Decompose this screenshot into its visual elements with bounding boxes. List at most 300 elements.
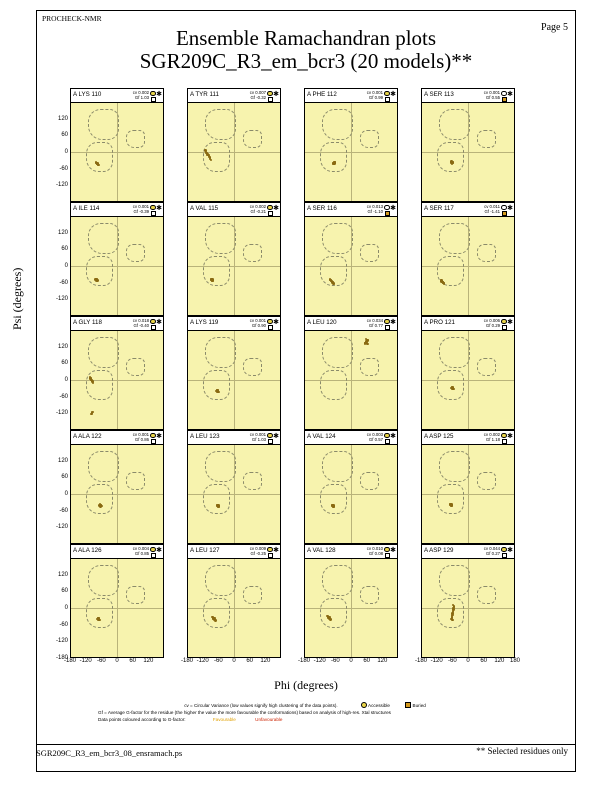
buried-icon (268, 553, 273, 558)
allowed-region-outline (439, 223, 470, 254)
y-tick-label: 0 (64, 605, 68, 611)
allowed-region-outline (86, 484, 114, 513)
accessible-icon (501, 547, 507, 553)
ramachandran-panel (187, 202, 281, 316)
gf-value: Gf 0.08 (368, 551, 383, 557)
y-tick-label: -180 (55, 655, 68, 661)
x-tick-label: -120 (196, 658, 209, 664)
allowed-region-outline (322, 223, 353, 254)
cv-value: cv 0.001 (483, 90, 500, 95)
panel-row (70, 430, 540, 544)
scatter-plot-area (304, 558, 398, 658)
x-tick-label: -60 (96, 658, 106, 664)
allowed-region-outline (126, 358, 144, 376)
x-tick-label: 60 (246, 658, 253, 664)
scatter-plot-area (421, 330, 515, 430)
residue-label: A VAL 115 (190, 205, 219, 212)
residue-label: A SER 117 (424, 205, 454, 212)
page-title: Ensemble Ramachandran plots (175, 26, 437, 50)
allowed-region-outline (437, 484, 465, 513)
legend-cv-text: cv = Circular Variance (low values signify high clustering of the data points). (184, 703, 338, 708)
allowed-region-outline (88, 451, 119, 482)
x-tick-label: 60 (363, 658, 370, 664)
y-tick-label: -60 (59, 621, 68, 628)
allowed-region-outline (320, 142, 348, 171)
panel-stats (250, 318, 266, 328)
panel-stats (367, 204, 383, 214)
allowed-region-outline (126, 472, 144, 490)
x-tick-label: -60 (213, 658, 223, 664)
ramachandran-panel (187, 544, 281, 658)
y-tick-label: -120 (55, 182, 68, 189)
cv-value: cv 0.001 (366, 90, 383, 95)
residue-label: A LYS 110 (73, 91, 102, 98)
scatter-plot-area (421, 102, 515, 202)
buried-icon (151, 325, 156, 330)
buried-icon (385, 97, 390, 102)
allowed-region-outline (243, 586, 261, 604)
y-tick-label: 0 (64, 149, 68, 155)
allowed-region-outline (205, 337, 236, 368)
accessible-icon (150, 433, 156, 439)
y-tick-label: -60 (59, 279, 68, 286)
y-tick-label: -120 (55, 296, 68, 303)
residue-label: A LYS 119 (190, 319, 219, 326)
panel-stats (133, 546, 149, 556)
y-tick-label: -60 (59, 507, 68, 514)
scatter-plot-area (187, 102, 281, 202)
selected-residue-icon: ✱ (390, 546, 396, 554)
footer-divider (36, 744, 576, 745)
ramachandran-panel (421, 316, 515, 430)
panel-row (70, 316, 540, 430)
panel-header (304, 544, 398, 558)
y-tick-label: 120 (57, 343, 68, 350)
x-tick-label: -180 (297, 658, 310, 664)
y-axis-label: Psi (degrees) (10, 267, 24, 330)
selected-residue-icon: ✱ (507, 546, 513, 554)
x-tick-label: -180 (414, 658, 427, 664)
allowed-region-outline (477, 358, 495, 376)
footer-filename: SGR209C_R3_em_bcr3_08_ensramach.ps (36, 748, 183, 758)
allowed-region-outline (86, 598, 114, 627)
accessible-icon (384, 205, 390, 211)
legend-buried-label: Buried (412, 703, 426, 708)
allowed-region-outline (322, 565, 353, 596)
y-tick-label: 60 (61, 474, 68, 481)
buried-icon (385, 325, 390, 330)
selected-residue-icon: ✱ (390, 204, 396, 212)
scatter-plot-area (421, 216, 515, 316)
allowed-region-outline (126, 586, 144, 604)
scatter-plot-area (70, 102, 164, 202)
buried-icon (502, 553, 507, 558)
cv-value: cv 0.002 (132, 90, 149, 95)
panel-header (70, 202, 164, 216)
x-tick-label: 120 (377, 658, 388, 664)
y-tick-label: 120 (57, 229, 68, 236)
allowed-region-outline (243, 472, 261, 490)
ramachandran-panel (421, 88, 515, 202)
footer-note: ** Selected residues only (476, 746, 568, 756)
allowed-region-outline (203, 256, 231, 285)
x-tick-label: -180 (63, 658, 76, 664)
scatter-plot-area (70, 330, 164, 430)
buried-icon (151, 97, 156, 102)
ramachandran-panel (70, 544, 164, 658)
selected-residue-icon: ✱ (507, 204, 513, 212)
y-tick-label: 120 (57, 571, 68, 578)
cv-value: cv 0.002 (483, 432, 500, 437)
y-tick-label: 0 (64, 263, 68, 269)
x-axis-ticks (63, 658, 540, 670)
data-point (333, 162, 335, 164)
gf-value: Gf 1.03 (134, 95, 149, 101)
buried-icon (502, 439, 507, 444)
cv-value: cv 0.009 (249, 546, 266, 551)
x-tick-label: -180 (180, 658, 193, 664)
data-point (96, 162, 98, 164)
residue-label: A ASP 125 (424, 433, 454, 440)
residue-label: A ALA 126 (73, 547, 102, 554)
accessible-icon (384, 547, 390, 553)
x-tick-label: -120 (313, 658, 326, 664)
scatter-plot-area (70, 558, 164, 658)
ramachandran-panel (421, 544, 515, 658)
selected-residue-icon: ✱ (390, 432, 396, 440)
panel-stats (484, 318, 500, 328)
scatter-plot-area (421, 558, 515, 658)
gf-value: Gf 0.29 (485, 323, 500, 329)
panel-stats (367, 318, 383, 328)
allowed-region-outline (360, 358, 378, 376)
ramachandran-panel (187, 430, 281, 544)
allowed-region-outline (360, 244, 378, 262)
legend (70, 702, 540, 723)
x-tick-label: 180 (509, 658, 520, 664)
panel-header (421, 544, 515, 558)
y-tick-label: 120 (57, 115, 68, 122)
allowed-region-outline (203, 598, 231, 627)
selected-residue-icon: ✱ (156, 432, 162, 440)
panel-stats (367, 90, 383, 100)
panel-header (187, 316, 281, 330)
data-point (366, 343, 368, 345)
allowed-region-outline (205, 223, 236, 254)
accessible-icon (501, 433, 507, 439)
residue-label: A LEU 123 (190, 433, 220, 440)
data-point (332, 281, 334, 283)
buried-icon (151, 211, 156, 216)
panel-row (70, 202, 540, 316)
cv-value: cv 0.034 (366, 318, 383, 323)
selected-residue-icon: ✱ (156, 546, 162, 554)
cv-value: cv 0.018 (132, 318, 149, 323)
cv-value: cv 0.001 (249, 432, 266, 437)
cv-value: cv 0.001 (132, 432, 149, 437)
allowed-region-outline (320, 370, 348, 399)
page-subtitle: SGR209C_R3_em_bcr3 (20 models)** (139, 49, 473, 73)
x-axis-label: Phi (degrees) (274, 678, 338, 692)
accessible-icon (150, 205, 156, 211)
buried-key-icon (405, 702, 411, 708)
allowed-region-outline (203, 142, 231, 171)
ramachandran-panel (304, 316, 398, 430)
gf-value: Gf 0.27 (485, 551, 500, 557)
selected-residue-icon: ✱ (273, 90, 279, 98)
allowed-region-outline (205, 565, 236, 596)
panel-stats (250, 432, 266, 442)
allowed-region-outline (437, 142, 465, 171)
panel-header (304, 202, 398, 216)
residue-label: A GLY 118 (73, 319, 102, 326)
allowed-region-outline (360, 586, 378, 604)
selected-residue-icon: ✱ (390, 318, 396, 326)
x-tick-label: 0 (115, 658, 119, 664)
y-tick-label: 60 (61, 246, 68, 253)
scatter-plot-area (304, 330, 398, 430)
procheck-tag: PROCHECK-NMR (42, 14, 102, 23)
allowed-region-outline (203, 370, 231, 399)
panel-stats (133, 432, 149, 442)
ramachandran-panel (421, 430, 515, 544)
accessible-icon (267, 547, 273, 553)
allowed-region-outline (88, 337, 119, 368)
panel-header (187, 88, 281, 102)
panel-row (70, 544, 540, 658)
gf-value: Gf 1.03 (251, 437, 266, 443)
selected-residue-icon: ✱ (390, 90, 396, 98)
residue-label: A VAL 124 (307, 433, 336, 440)
y-tick-label: 120 (57, 457, 68, 464)
gf-value: Gf 0.99 (368, 95, 383, 101)
ramachandran-panel (421, 202, 515, 316)
buried-icon (502, 97, 507, 102)
allowed-region-outline (322, 337, 353, 368)
panel-stats (250, 90, 266, 100)
accessible-key-icon (361, 702, 367, 708)
residue-label: A PRO 121 (424, 319, 455, 326)
accessible-icon (384, 319, 390, 325)
accessible-icon (267, 433, 273, 439)
ramachandran-panel (70, 316, 164, 430)
allowed-region-outline (88, 109, 119, 140)
allowed-region-outline (243, 244, 261, 262)
legend-colour-text: Data points coloured according to G-factor: (98, 717, 186, 722)
panel-header (304, 316, 398, 330)
allowed-region-outline (88, 223, 119, 254)
panel-header (70, 88, 164, 102)
residue-label: A ALA 122 (73, 433, 102, 440)
allowed-region-outline (477, 130, 495, 148)
ramachandran-panel (304, 88, 398, 202)
ramachandran-panel (70, 430, 164, 544)
panel-header (304, 88, 398, 102)
cv-value: cv 0.010 (366, 546, 383, 551)
selected-residue-icon: ✱ (156, 90, 162, 98)
legend-favourable-label: Favourable (212, 717, 236, 722)
data-point (89, 377, 91, 379)
data-point (211, 278, 213, 280)
allowed-region-outline (126, 244, 144, 262)
x-tick-label: 120 (143, 658, 154, 664)
y-tick-label: 60 (61, 360, 68, 367)
selected-residue-icon: ✱ (273, 204, 279, 212)
cv-value: cv 0.007 (249, 90, 266, 95)
gf-value: Gf -0.40 (133, 323, 149, 329)
x-tick-label: 120 (494, 658, 505, 664)
accessible-icon (384, 91, 390, 97)
allowed-region-outline (439, 337, 470, 368)
allowed-region-outline (320, 484, 348, 513)
panel-stats (484, 90, 500, 100)
gf-value: Gf 0.55 (485, 95, 500, 101)
panel-stats (484, 546, 500, 556)
x-tick-label: 0 (232, 658, 236, 664)
selected-residue-icon: ✱ (273, 432, 279, 440)
scatter-plot-area (187, 558, 281, 658)
x-tick-label: -120 (79, 658, 92, 664)
allowed-region-outline (320, 598, 348, 627)
buried-icon (502, 211, 507, 216)
accessible-icon (384, 433, 390, 439)
allowed-region-outline (439, 109, 470, 140)
gf-value: Gf 0.77 (368, 323, 383, 329)
residue-label: A VAL 128 (307, 547, 336, 554)
residue-label: A PHE 112 (307, 91, 337, 98)
allowed-region-outline (88, 565, 119, 596)
selected-residue-icon: ✱ (156, 204, 162, 212)
accessible-icon (267, 91, 273, 97)
data-point (92, 382, 94, 384)
ramachandran-panel (187, 316, 281, 430)
residue-label: A TYR 111 (190, 91, 219, 98)
residue-label: A SER 113 (424, 91, 454, 98)
y-tick-label: 0 (64, 491, 68, 497)
accessible-icon (150, 547, 156, 553)
allowed-region-outline (86, 370, 114, 399)
allowed-region-outline (126, 130, 144, 148)
panel-header (421, 316, 515, 330)
y-tick-label: 60 (61, 132, 68, 139)
data-point (450, 503, 452, 505)
panel-stats (367, 546, 383, 556)
cv-value: cv 0.001 (249, 318, 266, 323)
accessible-icon (501, 205, 507, 211)
y-tick-label: -120 (55, 410, 68, 417)
allowed-region-outline (439, 451, 470, 482)
gf-value: Gf 0.57 (368, 437, 383, 443)
cv-value: cv 0.044 (483, 546, 500, 551)
scatter-plot-area (304, 216, 398, 316)
x-tick-label: -60 (330, 658, 340, 664)
selected-residue-icon: ✱ (507, 318, 513, 326)
gf-value: Gf 1.18 (485, 437, 500, 443)
residue-label: A ASP 129 (424, 547, 454, 554)
allowed-region-outline (205, 451, 236, 482)
data-point (451, 161, 453, 163)
allowed-region-outline (86, 256, 114, 285)
panel-stats (133, 90, 149, 100)
scatter-plot-area (70, 444, 164, 544)
ramachandran-panel (70, 88, 164, 202)
panel-header (70, 430, 164, 444)
gf-value: Gf 0.86 (134, 437, 149, 443)
allowed-region-outline (243, 130, 261, 148)
cv-value: cv 0.004 (132, 546, 149, 551)
scatter-plot-area (187, 444, 281, 544)
y-tick-label: 60 (61, 588, 68, 595)
x-tick-label: -60 (447, 658, 457, 664)
buried-icon (385, 211, 390, 216)
scatter-plot-area (187, 216, 281, 316)
cv-value: cv 0.002 (249, 204, 266, 209)
scatter-plot-area (304, 444, 398, 544)
accessible-icon (501, 91, 507, 97)
panel-stats (133, 318, 149, 328)
panel-header (187, 202, 281, 216)
cv-value: cv 0.011 (484, 204, 500, 209)
allowed-region-outline (477, 244, 495, 262)
allowed-region-outline (360, 472, 378, 490)
buried-icon (268, 325, 273, 330)
gf-value: Gf 0.90 (251, 323, 266, 329)
data-point (332, 504, 334, 506)
accessible-icon (267, 205, 273, 211)
gf-value: Gf 0.85 (134, 551, 149, 557)
gf-value: Gf -0.21 (250, 209, 266, 215)
gf-value: Gf -0.32 (250, 95, 266, 101)
panel-stats (484, 204, 500, 214)
cv-value: cv 0.003 (366, 432, 383, 437)
buried-icon (268, 439, 273, 444)
x-tick-label: 0 (466, 658, 470, 664)
selected-residue-icon: ✱ (273, 546, 279, 554)
buried-icon (268, 211, 273, 216)
legend-accessible-label: Accessible (368, 703, 390, 708)
buried-icon (385, 553, 390, 558)
data-point (329, 278, 331, 280)
buried-icon (268, 97, 273, 102)
selected-residue-icon: ✱ (273, 318, 279, 326)
legend-gf-text: Gf = Average G-factor for the residue (the higher the value the more favourable the conformations) based on analysis of high-res. Xtal structures (98, 710, 391, 715)
x-tick-label: -120 (430, 658, 443, 664)
data-point (217, 504, 219, 506)
ramachandran-panel (304, 430, 398, 544)
panel-stats (250, 204, 266, 214)
accessible-icon (150, 319, 156, 325)
cv-value: cv 0.006 (483, 318, 500, 323)
accessible-icon (267, 319, 273, 325)
gf-value: Gf -1.10 (367, 209, 383, 215)
panel-header (70, 544, 164, 558)
buried-icon (151, 439, 156, 444)
gf-value: Gf -0.25 (250, 551, 266, 557)
cv-value: cv 0.013 (366, 204, 383, 209)
residue-label: A ILE 114 (73, 205, 100, 212)
ramachandran-panel (304, 202, 398, 316)
gf-value: Gf -0.39 (133, 209, 149, 215)
y-tick-label: -120 (55, 524, 68, 531)
allowed-region-outline (477, 586, 495, 604)
scatter-plot-area (304, 102, 398, 202)
x-tick-label: 60 (129, 658, 136, 664)
gf-value: Gf -1.41 (484, 209, 500, 215)
panel-stats (133, 204, 149, 214)
ramachandran-panel (187, 88, 281, 202)
panel-header (421, 202, 515, 216)
x-tick-label: 0 (349, 658, 353, 664)
